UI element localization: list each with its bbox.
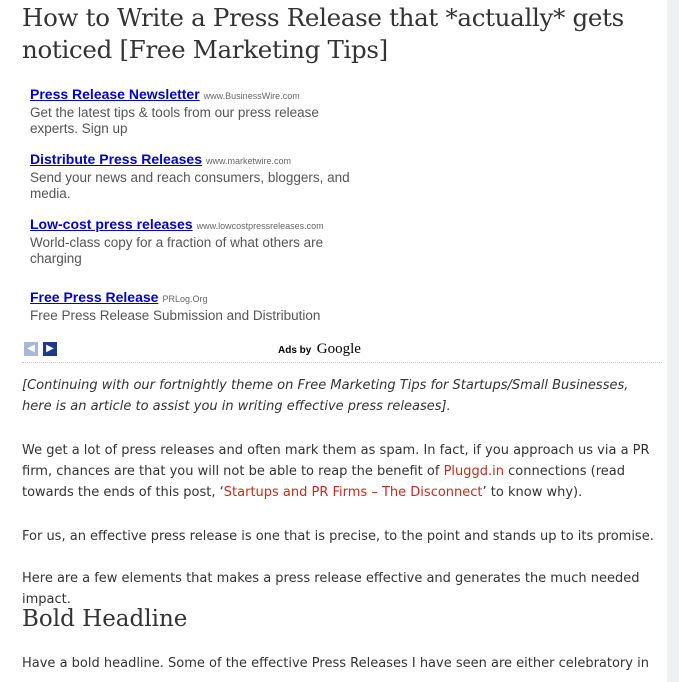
- ad-url[interactable]: www.BusinessWire.com: [203, 91, 300, 101]
- pluggd-link[interactable]: Pluggd.in: [443, 464, 505, 479]
- body-paragraph: Have a bold headline. Some of the effective Press Releases I have seen are either celebratory in: [22, 656, 649, 671]
- text-run: connections (read towards the ends of this post, ‘: [22, 464, 626, 500]
- ad-url[interactable]: www.lowcostpressreleases.com: [196, 221, 324, 231]
- ads-by-google[interactable]: [278, 340, 361, 358]
- ad-navigation: [22, 342, 662, 363]
- ad-item: [30, 287, 370, 324]
- chevron-left-icon[interactable]: ◀: [24, 342, 38, 356]
- text-run: We get a lot of press releases and often mark them as spam. In fact, if you approach us via a PR firm, chances are that you will not be able to reap the benefit of: [22, 443, 650, 479]
- text-run: ’ to know why).: [482, 485, 583, 500]
- ad-title-link[interactable]: Distribute Press Releases: [30, 151, 202, 167]
- body-paragraph: [22, 440, 662, 503]
- ads-by-label: Ads by: [278, 345, 312, 356]
- ad-title-link[interactable]: Low-cost press releases: [30, 216, 193, 232]
- ad-item: [30, 214, 370, 267]
- ad-description: World-class copy for a fraction of what others are charging: [30, 235, 324, 266]
- ad-item: [30, 84, 370, 137]
- ad-description: Free Press Release Submission and Distribution: [30, 308, 321, 323]
- ad-url[interactable]: www.marketwire.com: [205, 156, 291, 166]
- ad-description: Get the latest tips & tools from our press release experts. Sign up: [30, 105, 319, 136]
- google-logo: Google: [316, 341, 361, 357]
- section-heading: Bold Headline: [22, 606, 188, 632]
- chevron-right-icon[interactable]: ▶: [43, 342, 57, 356]
- ad-title-link[interactable]: Free Press Release: [30, 289, 159, 305]
- intro-paragraph: [Continuing with our fortnightly theme on Free Marketing Tips for Startups/Small Businesses, here is an article to assist you in writing effective press releases].: [22, 378, 629, 414]
- post-title: How to Write a Press Release that *actually* gets noticed [Free Marketing Tips]: [22, 3, 624, 64]
- ad-description: Send your news and reach consumers, bloggers, and media.: [30, 170, 350, 201]
- ad-url[interactable]: PRLog.Org: [162, 294, 208, 304]
- body-paragraph: Here are a few elements that makes a press release effective and generates the much needed impact.: [22, 571, 640, 607]
- page-side-strip: [667, 0, 679, 682]
- body-paragraph: For us, an effective press release is one that is precise, to the point and stands up to its promise.: [22, 529, 654, 544]
- startups-pr-firms-link[interactable]: Startups and PR Firms – The Disconnect: [223, 485, 483, 500]
- ad-title-link[interactable]: Press Release Newsletter: [30, 86, 200, 102]
- ad-item: [30, 149, 370, 202]
